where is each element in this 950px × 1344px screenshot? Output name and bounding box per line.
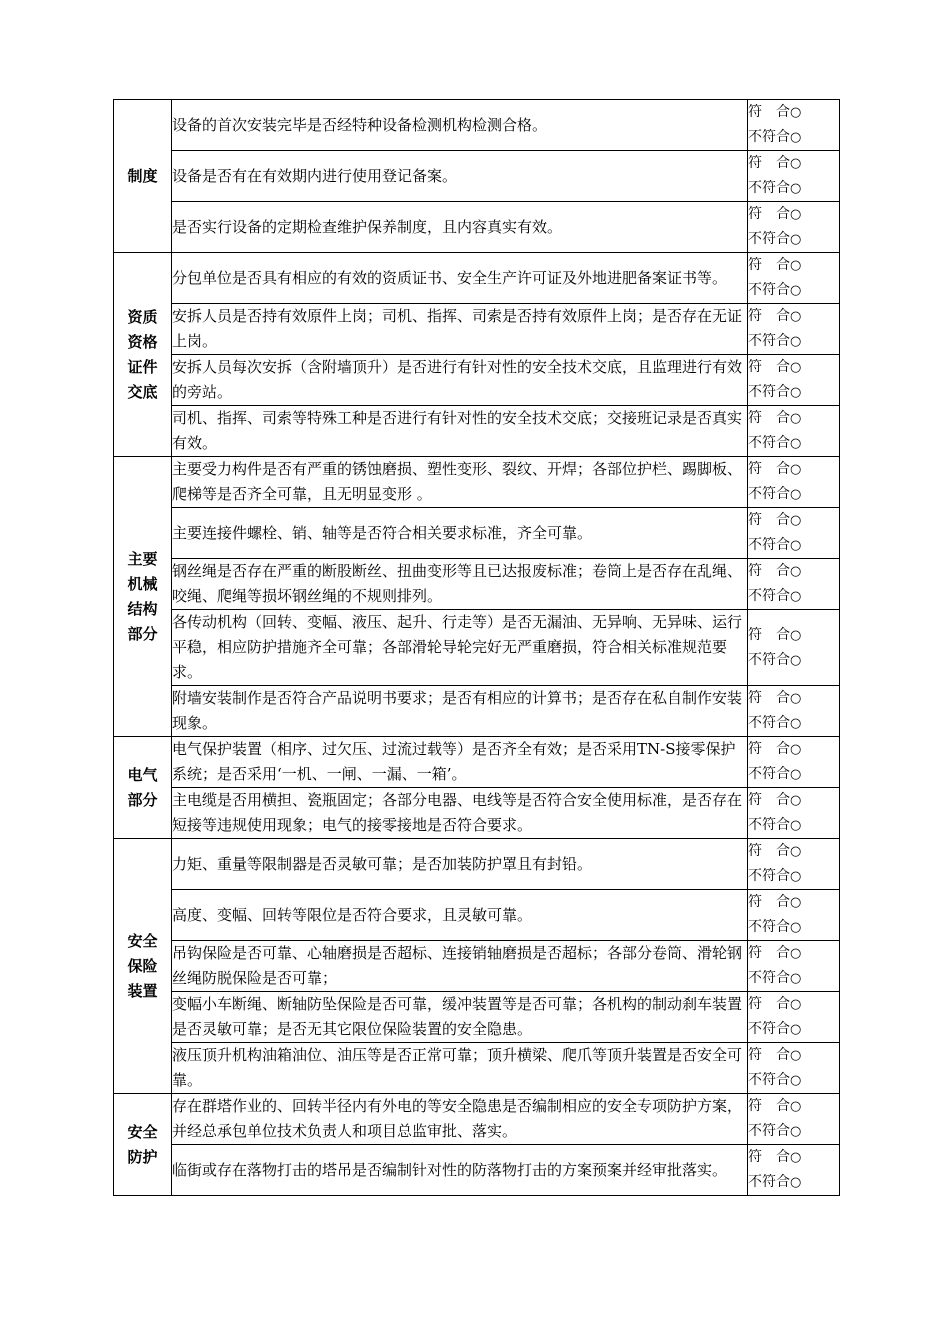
check-item-text: 司机、指挥、司索等特殊工种是否进行有针对性的安全技术交底；交接班记录是否真实有效。 bbox=[172, 406, 748, 457]
radio-circle-icon[interactable]: ○ bbox=[790, 385, 802, 400]
option-comply[interactable] bbox=[748, 151, 839, 176]
category-label: 主要机械结构部分 bbox=[127, 549, 158, 643]
category-label: 安全保险装置 bbox=[127, 931, 158, 1000]
radio-circle-icon[interactable]: ○ bbox=[790, 487, 802, 502]
option-noncomply[interactable] bbox=[748, 380, 839, 405]
category-cell bbox=[114, 839, 172, 1094]
option-comply[interactable] bbox=[748, 202, 839, 227]
option-comply-label: 符 合 bbox=[748, 308, 790, 324]
checklist-row bbox=[114, 202, 840, 253]
radio-circle-icon[interactable]: ○ bbox=[790, 997, 802, 1012]
option-noncomply-label: 不符合 bbox=[748, 817, 790, 833]
compliance-options bbox=[748, 1043, 840, 1094]
option-noncomply[interactable] bbox=[748, 1170, 839, 1195]
option-comply-label: 符 合 bbox=[748, 512, 790, 528]
option-noncomply[interactable] bbox=[748, 329, 839, 354]
compliance-options bbox=[748, 406, 840, 457]
category-label: 资质资格证件交底 bbox=[127, 307, 158, 401]
radio-circle-icon[interactable]: ○ bbox=[790, 1124, 802, 1139]
compliance-options bbox=[748, 559, 840, 610]
checklist-row bbox=[114, 1043, 840, 1094]
inspection-checklist-table bbox=[113, 99, 840, 1196]
check-item-text: 力矩、重量等限制器是否灵敏可靠；是否加装防护罩且有封铅。 bbox=[172, 839, 748, 890]
option-noncomply[interactable] bbox=[748, 711, 839, 736]
option-comply-label: 符 合 bbox=[748, 1047, 790, 1063]
option-comply-label: 符 合 bbox=[748, 257, 790, 273]
option-noncomply[interactable] bbox=[748, 1017, 839, 1042]
compliance-options bbox=[748, 839, 840, 890]
radio-circle-icon[interactable]: ○ bbox=[790, 156, 802, 171]
option-comply-label: 符 合 bbox=[748, 461, 790, 477]
option-comply-label: 符 合 bbox=[748, 945, 790, 961]
option-noncomply[interactable] bbox=[748, 762, 839, 787]
option-comply-label: 符 合 bbox=[748, 359, 790, 375]
option-comply[interactable] bbox=[748, 941, 839, 966]
option-comply[interactable] bbox=[748, 839, 839, 864]
radio-circle-icon[interactable]: ○ bbox=[790, 652, 802, 668]
option-noncomply-label: 不符合 bbox=[748, 868, 790, 884]
option-noncomply[interactable] bbox=[748, 431, 839, 456]
option-comply[interactable] bbox=[748, 1094, 839, 1119]
radio-circle-icon[interactable]: ○ bbox=[790, 627, 802, 643]
option-comply[interactable] bbox=[748, 890, 839, 915]
option-noncomply-label: 不符合 bbox=[748, 282, 790, 298]
option-noncomply-label: 不符合 bbox=[748, 715, 790, 731]
option-noncomply[interactable] bbox=[748, 1119, 839, 1144]
option-noncomply[interactable] bbox=[748, 1068, 839, 1093]
checklist-row bbox=[114, 788, 840, 839]
check-item-text: 附墙安装制作是否符合产品说明书要求；是否有相应的计算书；是否存在私自制作安装现象。 bbox=[172, 686, 748, 737]
option-comply[interactable] bbox=[748, 304, 839, 329]
option-comply[interactable] bbox=[748, 737, 839, 762]
category-cell bbox=[114, 457, 172, 737]
radio-circle-icon[interactable]: ○ bbox=[790, 436, 802, 451]
checklist-body bbox=[114, 100, 840, 1196]
option-noncomply-label: 不符合 bbox=[748, 1174, 790, 1190]
option-noncomply[interactable] bbox=[748, 864, 839, 889]
checklist-row bbox=[114, 151, 840, 202]
category-label: 电气部分 bbox=[127, 765, 158, 809]
checklist-row bbox=[114, 508, 840, 559]
checklist-row bbox=[114, 992, 840, 1043]
option-noncomply[interactable] bbox=[748, 813, 839, 838]
checklist-row bbox=[114, 890, 840, 941]
option-comply-label: 符 合 bbox=[748, 410, 790, 426]
option-comply[interactable] bbox=[748, 457, 839, 482]
radio-circle-icon[interactable]: ○ bbox=[790, 360, 802, 375]
option-comply-label: 符 合 bbox=[748, 690, 790, 706]
radio-circle-icon[interactable]: ○ bbox=[790, 818, 802, 833]
radio-circle-icon[interactable]: ○ bbox=[790, 462, 802, 477]
checklist-row bbox=[114, 839, 840, 890]
checklist-row bbox=[114, 406, 840, 457]
option-noncomply[interactable] bbox=[748, 915, 839, 940]
option-noncomply-label: 不符合 bbox=[748, 129, 790, 145]
radio-circle-icon[interactable]: ○ bbox=[790, 1022, 802, 1037]
check-item-text: 分包单位是否具有相应的有效的资质证书、安全生产许可证及外地进肥备案证书等。 bbox=[172, 253, 748, 304]
option-comply[interactable] bbox=[748, 992, 839, 1017]
option-noncomply[interactable] bbox=[748, 482, 839, 507]
checklist-row bbox=[114, 253, 840, 304]
checklist-row bbox=[114, 1145, 840, 1196]
option-comply-label: 符 合 bbox=[748, 155, 790, 171]
option-comply-label: 符 合 bbox=[748, 1149, 790, 1165]
check-item-text: 主要受力构件是否有严重的锈蚀磨损、塑性变形、裂纹、开焊；各部位护栏、踢脚板、爬梯等是否齐全可靠，且无明显变形 。 bbox=[172, 457, 748, 508]
option-comply[interactable] bbox=[748, 100, 839, 125]
option-noncomply-label: 不符合 bbox=[748, 970, 790, 986]
option-noncomply[interactable] bbox=[748, 584, 839, 609]
radio-circle-icon[interactable]: ○ bbox=[790, 232, 802, 247]
option-noncomply[interactable] bbox=[748, 227, 839, 252]
option-noncomply-label: 不符合 bbox=[748, 537, 790, 553]
checklist-row bbox=[114, 304, 840, 355]
option-comply-label: 符 合 bbox=[748, 626, 790, 643]
option-comply[interactable] bbox=[748, 406, 839, 431]
option-noncomply-label: 不符合 bbox=[748, 333, 790, 349]
radio-circle-icon[interactable]: ○ bbox=[790, 513, 802, 528]
compliance-options bbox=[748, 788, 840, 839]
option-noncomply[interactable] bbox=[748, 278, 839, 303]
check-item-text: 各传动机构（回转、变幅、液压、起升、行走等）是否无漏油、无异响、无异味、运行平稳，相应防护措施齐全可靠；各部滑轮导轮完好无严重磨损，符合相关标准规范要求。 bbox=[172, 610, 748, 686]
compliance-options bbox=[748, 737, 840, 788]
checklist-row bbox=[114, 100, 840, 151]
option-noncomply-label: 不符合 bbox=[748, 588, 790, 604]
radio-circle-icon[interactable]: ○ bbox=[790, 564, 802, 579]
radio-circle-icon[interactable]: ○ bbox=[790, 207, 802, 222]
option-comply[interactable] bbox=[748, 253, 839, 278]
check-item-text: 主电缆是否用横担、瓷瓶固定；各部分电器、电线等是否符合安全使用标准，是否存在短接等违规使用现象；电气的接零接地是否符合要求。 bbox=[172, 788, 748, 839]
category-cell bbox=[114, 1094, 172, 1196]
option-noncomply-label: 不符合 bbox=[748, 651, 790, 668]
option-comply-label: 符 合 bbox=[748, 563, 790, 579]
checklist-row bbox=[114, 737, 840, 788]
option-comply[interactable] bbox=[748, 1145, 839, 1170]
option-comply-label: 符 合 bbox=[748, 792, 790, 808]
radio-circle-icon[interactable]: ○ bbox=[790, 105, 802, 120]
radio-circle-icon[interactable]: ○ bbox=[790, 589, 802, 604]
radio-circle-icon[interactable]: ○ bbox=[790, 793, 802, 808]
compliance-options bbox=[748, 610, 840, 686]
option-comply[interactable] bbox=[748, 559, 839, 584]
category-label: 制度 bbox=[127, 166, 158, 185]
option-comply[interactable] bbox=[748, 508, 839, 533]
option-noncomply[interactable] bbox=[748, 533, 839, 558]
option-noncomply[interactable] bbox=[748, 648, 839, 673]
compliance-options bbox=[748, 100, 840, 151]
option-comply-label: 符 合 bbox=[748, 996, 790, 1012]
check-item-text: 存在群塔作业的、回转半径内有外电的等安全隐患是否编制相应的安全专项防护方案，并经总承包单位技术负责人和项目总监审批、落实。 bbox=[172, 1094, 748, 1145]
option-comply[interactable] bbox=[748, 1043, 839, 1068]
radio-circle-icon[interactable]: ○ bbox=[790, 920, 802, 935]
option-comply-label: 符 合 bbox=[748, 104, 790, 120]
option-comply-label: 符 合 bbox=[748, 843, 790, 859]
check-item-text: 液压顶升机构油箱油位、油压等是否正常可靠；顶升横梁、爬爪等顶升装置是否安全可靠。 bbox=[172, 1043, 748, 1094]
compliance-options bbox=[748, 355, 840, 406]
compliance-options bbox=[748, 686, 840, 737]
radio-circle-icon[interactable]: ○ bbox=[790, 691, 802, 706]
compliance-options bbox=[748, 1145, 840, 1196]
check-item-text: 主要连接件螺栓、销、轴等是否符合相关要求标准，齐全可靠。 bbox=[172, 508, 748, 559]
radio-circle-icon[interactable]: ○ bbox=[790, 309, 802, 324]
option-comply-label: 符 合 bbox=[748, 894, 790, 910]
check-item-text: 安拆人员是否持有效原件上岗；司机、指挥、司索是否持有效原件上岗；是否存在无证上岗。 bbox=[172, 304, 748, 355]
compliance-options bbox=[748, 202, 840, 253]
radio-circle-icon[interactable]: ○ bbox=[790, 283, 802, 298]
option-noncomply-label: 不符合 bbox=[748, 919, 790, 935]
compliance-options bbox=[748, 1094, 840, 1145]
category-cell bbox=[114, 737, 172, 839]
check-item-text: 吊钩保险是否可靠、心轴磨损是否超标、连接销轴磨损是否超标；各部分卷筒、滑轮钢丝绳防脱保险是否可靠； bbox=[172, 941, 748, 992]
option-noncomply-label: 不符合 bbox=[748, 435, 790, 451]
radio-circle-icon[interactable]: ○ bbox=[790, 1150, 802, 1165]
radio-circle-icon[interactable]: ○ bbox=[790, 767, 802, 782]
radio-circle-icon[interactable]: ○ bbox=[790, 971, 802, 986]
radio-circle-icon[interactable]: ○ bbox=[790, 1099, 802, 1114]
compliance-options bbox=[748, 151, 840, 202]
option-noncomply-label: 不符合 bbox=[748, 1021, 790, 1037]
radio-circle-icon[interactable]: ○ bbox=[790, 1073, 802, 1088]
radio-circle-icon[interactable]: ○ bbox=[790, 334, 802, 349]
option-noncomply-label: 不符合 bbox=[748, 231, 790, 247]
checklist-row bbox=[114, 355, 840, 406]
radio-circle-icon[interactable]: ○ bbox=[790, 946, 802, 961]
option-comply[interactable] bbox=[748, 623, 839, 648]
checklist-row bbox=[114, 559, 840, 610]
checklist-row bbox=[114, 686, 840, 737]
category-cell bbox=[114, 253, 172, 457]
option-comply[interactable] bbox=[748, 788, 839, 813]
radio-circle-icon[interactable]: ○ bbox=[790, 538, 802, 553]
radio-circle-icon[interactable]: ○ bbox=[790, 869, 802, 884]
option-comply-label: 符 合 bbox=[748, 1098, 790, 1114]
radio-circle-icon[interactable]: ○ bbox=[790, 844, 802, 859]
compliance-options bbox=[748, 992, 840, 1043]
check-item-text: 设备的首次安装完毕是否经特种设备检测机构检测合格。 bbox=[172, 100, 748, 151]
option-noncomply-label: 不符合 bbox=[748, 486, 790, 502]
option-noncomply-label: 不符合 bbox=[748, 180, 790, 196]
compliance-options bbox=[748, 253, 840, 304]
option-comply-label: 符 合 bbox=[748, 206, 790, 222]
option-comply[interactable] bbox=[748, 355, 839, 380]
compliance-options bbox=[748, 508, 840, 559]
compliance-options bbox=[748, 304, 840, 355]
radio-circle-icon[interactable]: ○ bbox=[790, 742, 802, 757]
check-item-text: 电气保护装置（相序、过欠压、过流过载等）是否齐全有效；是否采用TN-S接零保护系统；是否采用‘一机、一闸、一漏、一箱’。 bbox=[172, 737, 748, 788]
radio-circle-icon[interactable]: ○ bbox=[790, 181, 802, 196]
radio-circle-icon[interactable]: ○ bbox=[790, 411, 802, 426]
check-item-text: 变幅小车断绳、断轴防坠保险是否可靠，缓冲装置等是否可靠；各机构的制动刹车装置是否灵敏可靠；是否无其它限位保险装置的安全隐患。 bbox=[172, 992, 748, 1043]
option-noncomply-label: 不符合 bbox=[748, 766, 790, 782]
option-noncomply[interactable] bbox=[748, 966, 839, 991]
option-noncomply-label: 不符合 bbox=[748, 384, 790, 400]
option-noncomply-label: 不符合 bbox=[748, 1123, 790, 1139]
radio-circle-icon[interactable]: ○ bbox=[790, 895, 802, 910]
option-noncomply[interactable] bbox=[748, 176, 839, 201]
compliance-options bbox=[748, 890, 840, 941]
radio-circle-icon[interactable]: ○ bbox=[790, 130, 802, 145]
compliance-options bbox=[748, 457, 840, 508]
checklist-row bbox=[114, 941, 840, 992]
checklist-row bbox=[114, 610, 840, 686]
check-item-text: 临街或存在落物打击的塔吊是否编制针对性的防落物打击的方案预案并经审批落实。 bbox=[172, 1145, 748, 1196]
checklist-row bbox=[114, 457, 840, 508]
check-item-text: 钢丝绳是否存在严重的断股断丝、扭曲变形等且已达报废标准；卷筒上是否存在乱绳、咬绳、爬绳等损坏钢丝绳的不规则排列。 bbox=[172, 559, 748, 610]
compliance-options bbox=[748, 941, 840, 992]
check-item-text: 安拆人员每次安拆（含附墙顶升）是否进行有针对性的安全技术交底，且监理进行有效的旁站。 bbox=[172, 355, 748, 406]
checklist-row bbox=[114, 1094, 840, 1145]
check-item-text: 是否实行设备的定期检查维护保养制度，且内容真实有效。 bbox=[172, 202, 748, 253]
radio-circle-icon[interactable]: ○ bbox=[790, 258, 802, 273]
option-noncomply[interactable] bbox=[748, 125, 839, 150]
option-comply[interactable] bbox=[748, 686, 839, 711]
radio-circle-icon[interactable]: ○ bbox=[790, 1175, 802, 1190]
option-comply-label: 符 合 bbox=[748, 741, 790, 757]
radio-circle-icon[interactable]: ○ bbox=[790, 1048, 802, 1063]
category-cell bbox=[114, 100, 172, 253]
radio-circle-icon[interactable]: ○ bbox=[790, 716, 802, 731]
option-noncomply-label: 不符合 bbox=[748, 1072, 790, 1088]
check-item-text: 高度、变幅、回转等限位是否符合要求，且灵敏可靠。 bbox=[172, 890, 748, 941]
check-item-text: 设备是否有在有效期内进行使用登记备案。 bbox=[172, 151, 748, 202]
category-label: 安全防护 bbox=[127, 1122, 158, 1166]
